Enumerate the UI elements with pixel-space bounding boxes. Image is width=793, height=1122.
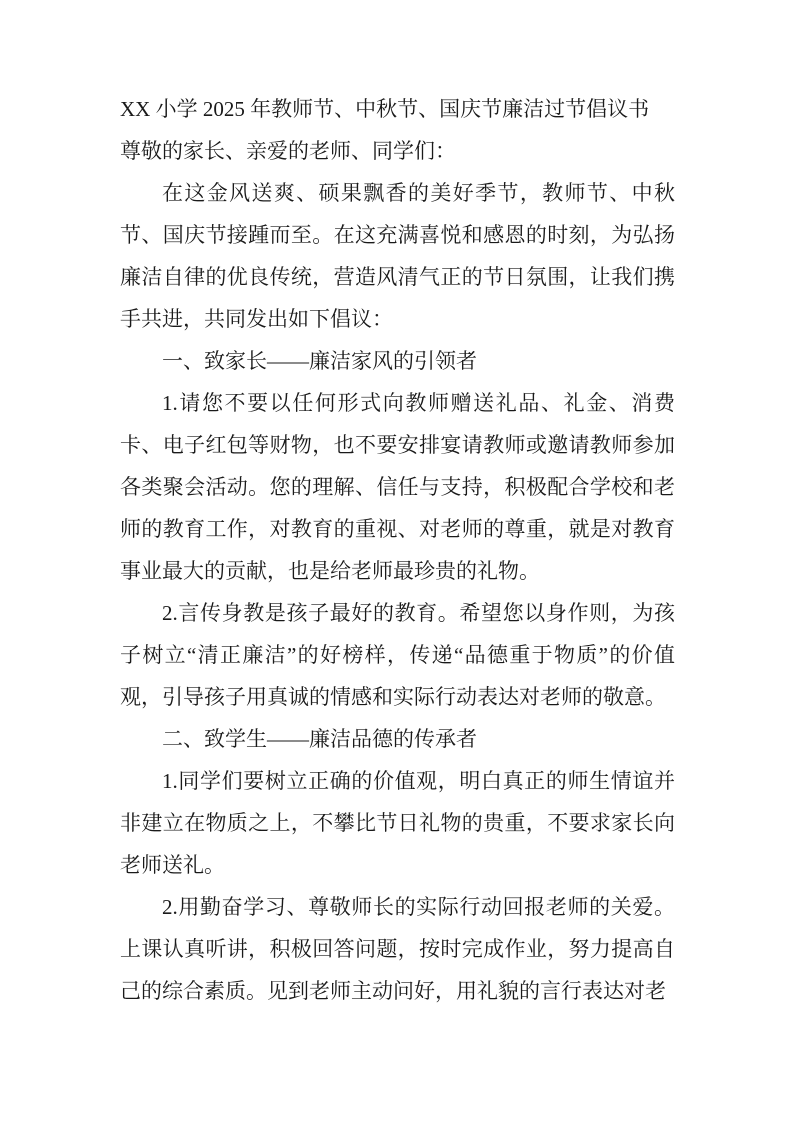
section-1-item-2: 2.言传身教是孩子最好的教育。希望您以身作则，为孩子树立“清正廉洁”的好榜样，传递“品德重于物质”的价值观，引导孩子用真诚的情感和实际行动表达对老师的敬意。 <box>120 601 675 709</box>
salutation-line: 尊敬的家长、亲爱的老师、同学们： <box>120 139 456 163</box>
section-2-heading: 二、致学生——廉洁品德的传承者 <box>162 727 477 751</box>
section-2-item-2: 2.用勤奋学习、尊敬师长的实际行动回报老师的关爱。上课认真听讲，积极回答问题，按时完成作业，努力提高自己的综合素质。见到老师主动问好，用礼貌的言行表达对老 <box>120 895 675 1003</box>
section-1-item-1: 1.请您不要以任何形式向教师赠送礼品、礼金、消费卡、电子红包等财物，也不要安排宴请教师或邀请教师参加各类聚会活动。您的理解、信任与支持，积极配合学校和老师的教育工作，对教育的重视、对老师的尊重，就是对教育事业最大的贡献，也是给老师最珍贵的礼物。 <box>120 391 675 583</box>
section-1-heading: 一、致家长——廉洁家风的引领者 <box>162 349 477 373</box>
document-title: XX 小学 2025 年教师节、中秋节、国庆节廉洁过节倡议书 <box>120 97 650 121</box>
intro-paragraph: 在这金风送爽、硕果飘香的美好季节，教师节、中秋节、国庆节接踵而至。在这充满喜悦和感恩的时刻，为弘扬廉洁自律的优良传统，营造风清气正的节日氛围，让我们携手共进，共同发出如下倡议： <box>120 181 675 331</box>
section-2-item-1: 1.同学们要树立正确的价值观，明白真正的师生情谊并非建立在物质之上，不攀比节日礼物的贵重，不要求家长向老师送礼。 <box>120 769 675 877</box>
